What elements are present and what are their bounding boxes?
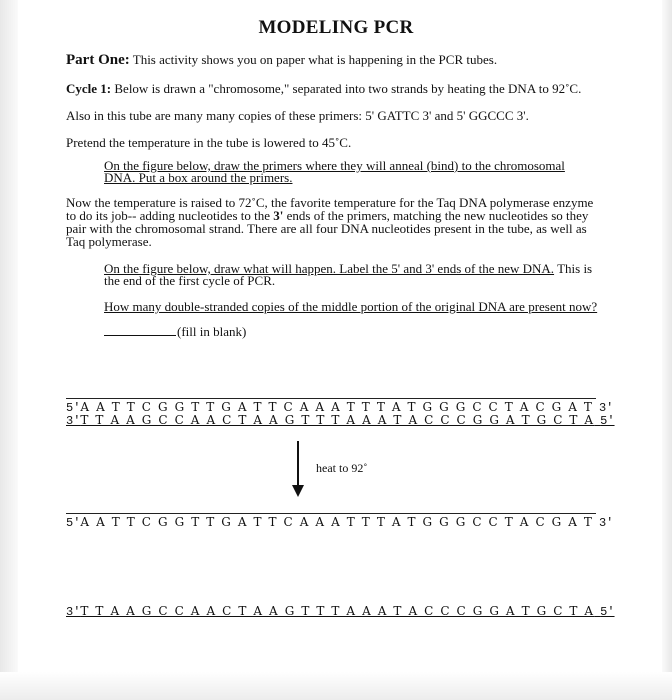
cycle-one-text: Below is drawn a "chromosome," separated into two strands by heating the DNA to 92˚C. <box>111 81 582 96</box>
fill-blank-label: (fill in blank) <box>177 324 247 339</box>
instruction-draw <box>104 263 594 287</box>
dna-bottom-strand <box>66 413 615 428</box>
separated-bottom-5prime: 5' <box>600 605 615 619</box>
taq-paragraph <box>66 196 606 248</box>
dna-top-rule <box>66 398 596 399</box>
bottom-strand-sequence: T T A A G C C A A C T A A G T T T A A A T A C C C G G A T G C T A <box>80 413 595 427</box>
taq-text-bold: 3' <box>273 208 284 223</box>
heat-label: heat to 92˚ <box>316 461 368 475</box>
instruction-draw-underlined: On the figure below, draw what will happen. Label the 5' and 3' ends of the new DNA. <box>104 261 555 276</box>
part-one-label: Part One: <box>66 52 130 68</box>
separated-bottom-strand <box>66 604 615 619</box>
fill-blank-line <box>104 324 246 340</box>
cycle-one-line <box>66 81 581 97</box>
question-line: How many double-stranded copies of the middle portion of the original DNA are present now? <box>104 299 598 314</box>
page-shadow-right <box>662 0 672 700</box>
part-one-line <box>66 52 497 69</box>
separated-top-sequence: A A T T C G G T T G A T T C A A A T T T A T G G G C C T A C G A T <box>80 515 594 529</box>
separated-bottom-3prime: 3' <box>66 605 81 619</box>
bottom-strand-5prime: 5' <box>600 414 615 428</box>
heat-arrow-shaft <box>297 441 299 487</box>
separated-top-strand <box>66 515 613 530</box>
separated-top-5prime: 5' <box>66 516 81 530</box>
taq-text-before: Now the temperature is raised to 72˚C, the favorite temperature for the Taq DNA polymerase enzyme to do its job-- adding nucleotides to the <box>66 195 594 223</box>
instruction-anneal-primers: On the figure below, draw the primers where they will anneal (bind) to the chromosomal DNA. Put a box around the primers. <box>104 158 565 185</box>
separated-bottom-sequence: T T A A G C C A A C T A A G T T T A A A T A C C C G G A T G C T A <box>80 604 595 618</box>
top-strand-sequence: A A T T C G G T T G A T T C A A A T T T A T G G G C C T A C G A T <box>80 400 594 414</box>
instruction-draw-plain: This is the end of the first cycle of PCR. <box>104 261 593 288</box>
primers-line: Also in this tube are many many copies of these primers: 5' GATTC 3' and 5' GGCCC 3'. <box>66 108 529 123</box>
separated-top-3prime: 3' <box>598 516 614 530</box>
cycle-one-label: Cycle 1: <box>66 81 112 96</box>
top-strand-3prime: 3' <box>598 401 614 415</box>
heat-arrow-icon <box>292 485 304 497</box>
temperature-line: Pretend the temperature in the tube is lowered to 45˚C. <box>66 135 352 150</box>
page-shadow-bottom <box>0 672 672 700</box>
bottom-strand-3prime: 3' <box>66 414 81 428</box>
page-title: MODELING PCR <box>258 17 414 38</box>
taq-text-after: ends of the primers, matching the new nucleotides so they pair with the chromosomal strand. There are all four DNA nucleotides present in the tube, as well as Taq polymerase. <box>66 208 589 249</box>
page-shadow-left <box>0 0 18 700</box>
top-strand-5prime: 5' <box>66 401 81 415</box>
answer-blank[interactable] <box>104 335 176 336</box>
separated-top-rule <box>66 513 596 514</box>
part-one-text: This activity shows you on paper what is happening in the PCR tubes. <box>129 52 498 67</box>
